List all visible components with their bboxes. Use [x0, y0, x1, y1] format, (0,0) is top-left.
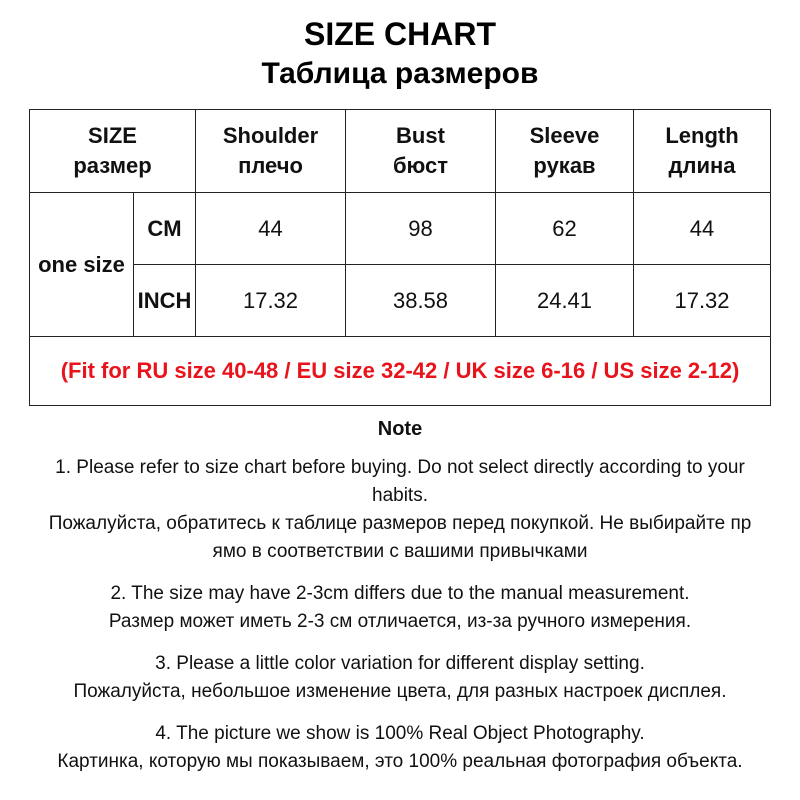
note-1-ru [20, 510, 780, 566]
cell-length-cm: 44 [634, 193, 771, 265]
note-line: 4. The picture we show is 100% Real Object Photography. [155, 723, 645, 744]
column-header-ru: рукав [533, 153, 596, 178]
page-subtitle: Таблица размеров [261, 57, 539, 90]
cell-sleeve-cm: 62 [496, 193, 634, 265]
table-row-inch [30, 265, 771, 337]
fit-note: (Fit for RU size 40-48 / EU size 32-42 / UK size 6-16 / US size 2-12) [30, 337, 771, 406]
notes-section [20, 454, 780, 776]
header-row [30, 110, 771, 193]
column-header-en: Length [665, 123, 739, 149]
cell-bust-cm: 98 [346, 193, 496, 265]
note-line: 1. Please refer to size chart before buying. Do not select directly according to your [55, 457, 745, 478]
page-title: SIZE CHART [304, 16, 496, 52]
table-row-cm [30, 193, 771, 265]
cell-shoulder-inch: 17.32 [196, 265, 346, 337]
note-title: Note [377, 418, 423, 440]
note-line: 3. Please a little color variation for different display setting. [155, 653, 645, 674]
column-header-ru: длина [668, 153, 736, 178]
column-header-ru: плечо [238, 153, 303, 178]
note-line: Пожалуйста, обратитесь к таблице размеров перед покупкой. Не выбирайте пр [48, 513, 752, 534]
fit-note-row [30, 337, 771, 406]
unit-label-inch: INCH [134, 265, 196, 337]
note-line: Размер может иметь 2-3 см отличается, из-за ручного измерения. [108, 611, 692, 632]
size-header-ru: размер [73, 153, 152, 178]
column-header-ru: бюст [392, 153, 449, 178]
note-3 [20, 650, 780, 706]
note-line: ямо в соответствии с вашими привычками [212, 541, 588, 562]
note-line: 2. The size may have 2-3cm differs due to the manual measurement. [110, 583, 690, 604]
cell-bust-inch: 38.58 [346, 265, 496, 337]
size-table [29, 109, 771, 406]
column-header-shoulder [196, 110, 346, 193]
column-header-en: Sleeve [529, 123, 600, 149]
row-label-one-size: one size [30, 193, 134, 337]
column-header-en: Bust [396, 123, 445, 149]
note-1-en [20, 454, 780, 510]
size-header-cell [30, 110, 196, 193]
note-line: habits. [372, 485, 428, 506]
unit-label-cm: CM [134, 193, 196, 265]
cell-sleeve-inch: 24.41 [496, 265, 634, 337]
cell-length-inch: 17.32 [634, 265, 771, 337]
note-4 [20, 720, 780, 776]
column-header-sleeve [496, 110, 634, 193]
size-header-en: SIZE [88, 123, 137, 149]
note-line: Картинка, которую мы показываем, это 100% реальная фотография объекта. [57, 751, 743, 772]
column-header-length [634, 110, 771, 193]
note-line: Пожалуйста, небольшое изменение цвета, для разных настроек дисплея. [73, 681, 727, 702]
cell-shoulder-cm: 44 [196, 193, 346, 265]
column-header-en: Shoulder [222, 123, 319, 149]
note-2 [20, 580, 780, 636]
column-header-bust [346, 110, 496, 193]
